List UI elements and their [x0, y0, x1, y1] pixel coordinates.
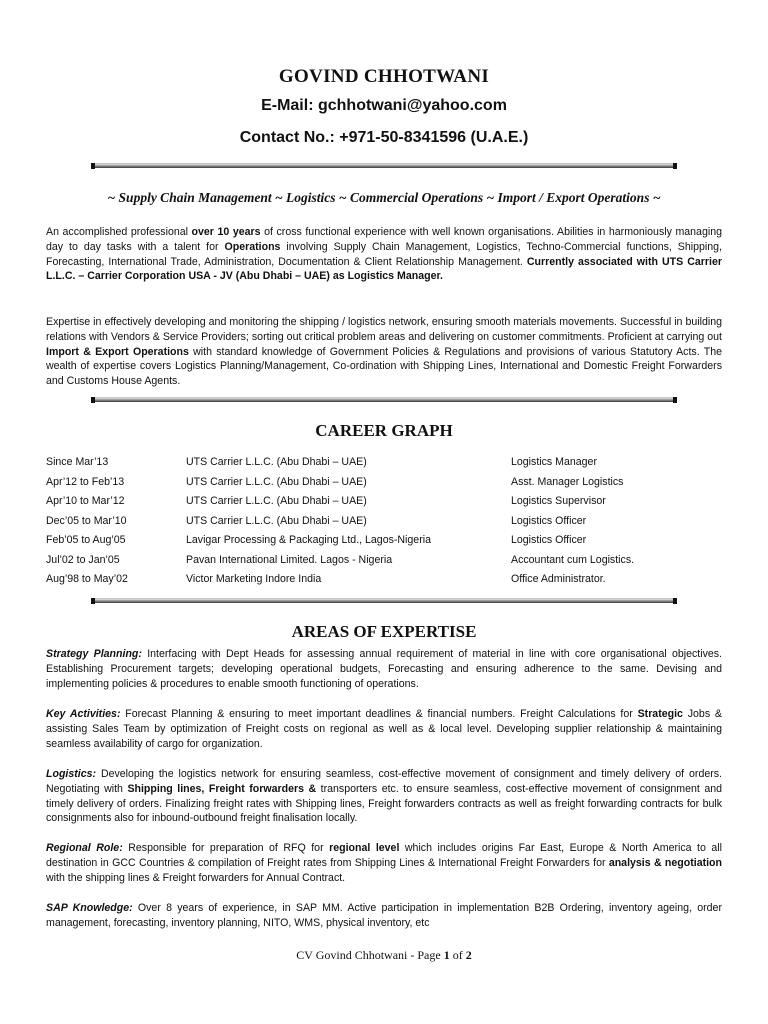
career-period: Apr’10 to Mar’12 — [46, 495, 125, 507]
career-company: UTS Carrier L.L.C. (Abu Dhabi – UAE) — [186, 456, 367, 468]
expertise-key-activities — [46, 707, 722, 751]
expertise-text: Over 8 years of experience, in SAP MM. Active participation in implementation B2B Ordering, inventory ageing, order management, forecasting, inventory planning, NITO, WMS, physical inventory, etc — [46, 902, 722, 929]
career-row — [46, 573, 726, 593]
career-role: Logistics Supervisor — [511, 495, 606, 507]
career-row — [46, 476, 726, 496]
summary-bold: Currently associated with UTS Carrier L.L.C. – Carrier Corporation USA - JV (Abu Dhabi – UAE) as Logistics Manager. — [46, 255, 722, 283]
career-company: UTS Carrier L.L.C. (Abu Dhabi – UAE) — [186, 475, 367, 488]
career-period: Dec’05 to Mar’10 — [46, 514, 127, 527]
expertise-regional-role — [46, 841, 722, 885]
expertise-bold: Shipping lines, Freight forwarders & — [127, 782, 317, 795]
expertise-text: transporters etc. to ensure seamless, cost-effective movement of consignment and timely delivery of orders. Finalizing freight rates with Shipping lines, Freight forwarders contracts as well as freight forwarding contracts for bulk consignments also for inbound-outbound freight finalisation locally. — [46, 782, 722, 825]
career-role: Logistics Manager — [511, 456, 597, 468]
career-company: UTS Carrier L.L.C. (Abu Dhabi – UAE) — [186, 495, 367, 507]
expertise-label: Key Activities: — [46, 708, 121, 720]
footer-of: of — [449, 948, 466, 962]
summary-text: involving Supply Chain Management, Logistics, Techno-Commercial functions, Shipping, Forecasting, International Trade, Administration, Documentation & Client Relationship Management. — [46, 240, 722, 268]
divider-rule — [93, 397, 675, 402]
career-row — [46, 495, 726, 515]
footer-prefix: CV Govind Chhotwani - Page — [296, 948, 444, 962]
expertise-label: Strategy Planning: — [46, 648, 142, 660]
expertise-label: SAP Knowledge: — [46, 902, 133, 914]
contact-line: Contact No.: +971-50-8341596 (U.A.E.) — [239, 129, 529, 146]
expertise-bold: Strategic — [637, 708, 683, 720]
career-company: UTS Carrier L.L.C. (Abu Dhabi – UAE) — [186, 514, 367, 527]
summary-bold: over 10 years — [191, 226, 261, 238]
career-table — [46, 456, 726, 593]
expertise-text: with the shipping lines & Freight forwarders for Annual Contract. — [46, 871, 346, 884]
career-row — [46, 515, 726, 535]
career-row — [46, 554, 726, 574]
expertise-text: Developing the logistics network for ensuring seamless, cost-effective movement of consignment and timely delivery of orders. Negotiating with — [46, 768, 722, 795]
career-company: Lavigar Processing & Packaging Ltd., Lagos-Nigeria — [186, 534, 431, 546]
expertise-strategy — [46, 647, 722, 691]
summary-paragraph-2 — [46, 315, 722, 389]
expertise-text: Interfacing with Dept Heads for assessing annual requirement of material in line with core organisational objectives. Establishing Procurement targets; developing operational budgets, Forecasting and ensuring adherence to the same. Devising and implementing policies & procedures to enable smooth functioning of operations. — [46, 648, 723, 690]
career-company: Victor Marketing Indore India — [186, 573, 322, 585]
summary-bold: Import & Export Operations — [46, 345, 189, 358]
expertise-bold: analysis & negotiation — [608, 856, 722, 869]
summary-text: An accomplished professional — [46, 226, 192, 238]
expertise-bold: regional level — [329, 842, 400, 854]
career-role: Logistics Officer — [511, 514, 587, 527]
summary-paragraph-1 — [46, 225, 722, 284]
email-line: E-Mail: gchhotwani@yahoo.com — [261, 97, 507, 114]
career-role: Office Administrator. — [511, 573, 606, 585]
career-row — [46, 456, 726, 476]
areas-of-expertise-title: AREAS OF EXPERTISE — [291, 622, 477, 641]
expertise-text: Jobs & assisting Sales Team by optimization of Freight costs on regional as well as & local level. Developing supplier relationship & maintaining seamless availability of cargo for organization. — [46, 708, 722, 750]
footer-page-number: 1 — [443, 948, 450, 962]
expertise-logistics — [46, 767, 722, 826]
footer-page-total: 2 — [465, 948, 472, 962]
expertise-label: Logistics: — [46, 768, 97, 780]
expertise-text: which includes origins Far East, Europe & North America to all destination in GCC Countries & compilation of Freight rates from Shipping Lines & International Freight Forwarders for — [46, 842, 722, 869]
expertise-sap-knowledge — [46, 901, 722, 931]
summary-bold: Operations — [224, 240, 281, 253]
career-company: Pavan International Limited. Lagos - Nigeria — [186, 553, 393, 566]
headline: ~ Supply Chain Management ~ Logistics ~ Commercial Operations ~ Import / Export Operations ~ — [107, 190, 661, 205]
candidate-name: GOVIND CHHOTWANI — [278, 66, 490, 87]
career-role: Asst. Manager Logistics — [511, 475, 624, 488]
page-footer — [0, 948, 768, 963]
divider-rule — [93, 598, 675, 603]
career-graph-title: CAREER GRAPH — [315, 421, 453, 440]
career-period: Feb’05 to Aug’05 — [46, 534, 126, 546]
career-period: Jul’02 to Jan’05 — [46, 553, 120, 566]
expertise-text: Responsible for preparation of RFQ for — [122, 842, 330, 854]
career-period: Since Mar’13 — [46, 456, 109, 468]
summary-text: of cross functional experience with well known organisations. Abilities in harmoniously managing day to day tasks with a talent for — [46, 226, 722, 253]
expertise-label: Regional Role: — [46, 842, 123, 854]
career-row — [46, 534, 726, 554]
divider-rule — [93, 163, 675, 168]
career-role: Accountant cum Logistics. — [511, 553, 635, 566]
career-role: Logistics Officer — [511, 534, 587, 546]
career-period: Apr’12 to Feb’13 — [46, 475, 125, 488]
career-period: Aug’98 to May’02 — [46, 573, 128, 585]
expertise-text: Forecast Planning & ensuring to meet important deadlines & financial numbers. Freight Calculations for — [120, 708, 638, 720]
summary-text: Expertise in effectively developing and monitoring the shipping / logistics network, ensuring smooth materials movements. Successful in building relations with Vendors & Service Providers; sorting out critical problem areas and delivering on customer commitments. Proficient at carrying out — [46, 316, 722, 343]
summary-text: with standard knowledge of Government Policies & Regulations and provisions of various Statutory Acts. The wealth of expertise covers Logistics Planning/Management, Co-ordination with Shipping Lines, International and Domestic Freight Forwarders and Customs House Agents. — [46, 345, 722, 388]
